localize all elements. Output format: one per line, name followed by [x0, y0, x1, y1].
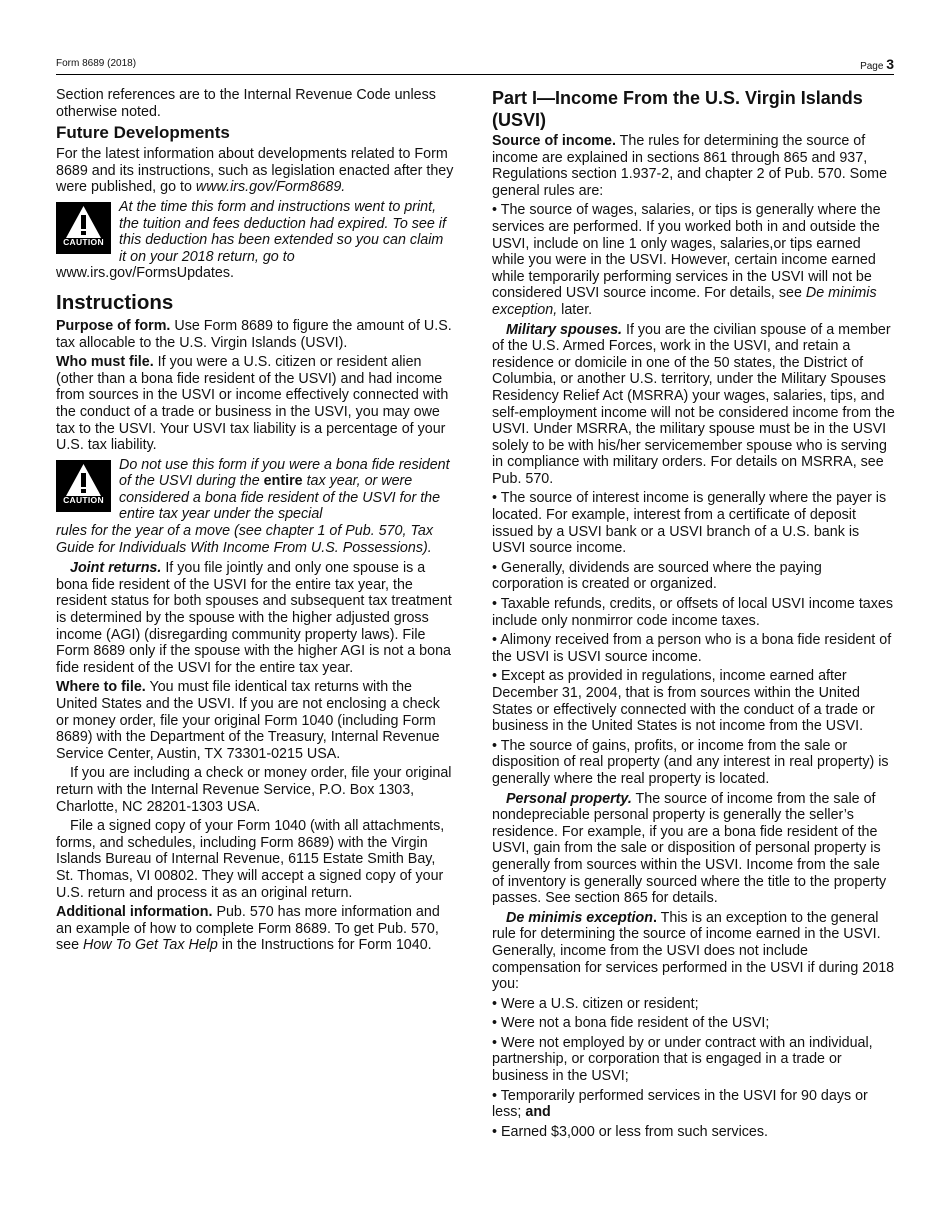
instructions-heading: Instructions — [56, 290, 174, 314]
de-minimis-paragraph: De minimis exception. This is an exception to the general rule for determining the source of income earned in the USVI. Generally, income from the USVI does not include compensation for services performed in the USVI if during 2018 you: — [492, 909, 895, 993]
left-column — [56, 87, 454, 957]
caution-2-continued: rules for the year of a move (see chapter 1 of Pub. 570, Tax Guide for Individuals With Income From U.S. Possessions). — [56, 523, 433, 556]
signed-copy-paragraph: File a signed copy of your Form 1040 (with all attachments, forms, and schedules, including Form 8689) with the Virgin Islands Bureau of Internal Revenue, 6115 Estate Smith Bay, St. Thomas, VI 00802. They will accept a signed copy of your U.S. return and process it as an original return. — [56, 818, 445, 901]
list-item: • Temporarily performed services in the USVI for 90 days or less; and — [492, 1087, 868, 1121]
future-developments-text: For the latest information about developments related to Form 8689 and its instructions, such as legislation enacted after they were published, go to www.irs.gov/Form8689. — [56, 146, 454, 196]
caution-1-text: At the time this form and instructions went to print, the tuition and fees deduction had expired. To see if this deduction has been extended so you can claim it on your 2018 return, go to — [119, 198, 446, 265]
form8689-link[interactable]: www.irs.gov/Form8689. — [195, 179, 346, 196]
list-item: • Except as provided in regulations, income earned after December 31, 2004, that is from sources within the United States or effectively connected with the conduct of a trade or business in the United States is not income from the USVI. — [492, 668, 875, 735]
part-i-heading: Part I—Income From the U.S. Virgin Islands (USVI) — [492, 88, 863, 130]
personal-property-paragraph: Personal property. The source of income from the sale of nondepreciable personal property is generally the seller’s residence. For example, if you are a bona fide resident of the USVI, gain from the sale or disposition of personal property is generally from sources within the USVI. Income from the sale of inventory is generally sourced where the title to the property passes. See section 865 for details. — [492, 790, 887, 907]
who-must-file-paragraph: Who must file. If you were a U.S. citizen or resident alien (other than a bona fide resident of the USVI) and had income from sources in the USVI or income effectively connected with the conduct of a trade or business in the USVI, you may owe tax to the USVI. Your USVI tax liability is a percentage of your U.S. tax liability. — [56, 354, 449, 454]
future-developments-heading: Future Developments — [56, 123, 230, 143]
additional-info-paragraph: Additional information. Pub. 570 has more information and an example of how to complete Form 8689. To get Pub. 570, see How To Get Tax Help in the Instructions for Form 1040. — [56, 904, 440, 954]
list-item: • Taxable refunds, credits, or offsets of local USVI income taxes include only nonmirror code income taxes. — [492, 596, 894, 629]
list-item: • Alimony received from a person who is a bona fide resident of the USVI is USVI source income. — [492, 632, 892, 665]
list-item: • Were not a bona fide resident of the USVI; — [492, 1015, 770, 1032]
joint-returns-paragraph: Joint returns. If you file jointly and only one spouse is a bona fide resident of the USVI for the entire tax year, the resident status for both spouses and subsequent tax treatment is determined by the spouse with the higher adjusted gross income (AGI) (disregarding community property laws). File Form 8689 only if the spouse with the higher AGI is not a bona fide resident of the USVI for the entire tax year. — [56, 560, 452, 676]
form-id: Form 8689 (2018) — [56, 58, 137, 69]
caution-2-text: Do not use this form if you were a bona fide resident of the USVI during the entire tax year, or were considered a bona fide resident of the USVI for the entire tax year under the special — [119, 456, 450, 523]
where-to-file-paragraph: Where to file. You must file identical tax returns with the United States and the USVI. If you are not enclosing a check or money order, file your original Form 1040 (including Form 8689) with the Department of the Treasury, Internal Revenue Service Center, Austin, TX 73301-0215 USA. — [56, 679, 440, 762]
caution-box-1 — [56, 199, 454, 265]
list-item: • The source of interest income is generally where the payer is located. For example, interest from a certificate of deposit issued by a USVI bank or a USVI branch of a U.S. bank is USVI source income. — [492, 490, 887, 557]
intro-paragraph: Section references are to the Internal Revenue Code unless otherwise noted. — [56, 87, 436, 120]
list-item: • Were a U.S. citizen or resident; — [492, 995, 699, 1012]
list-item: • Generally, dividends are sourced where the paying corporation is created or organized. — [492, 559, 822, 593]
list-item: • Were not employed by or under contract with an individual, partnership, or corporation that is engaged in a trade or business in the USVI; — [492, 1034, 873, 1085]
purpose-paragraph: Purpose of form. Use Form 8689 to figure the amount of U.S. tax allocable to the U.S. Virgin Islands (USVI). — [56, 317, 452, 351]
page-number: Page 3 — [860, 56, 894, 72]
caution-1-link-line: www.irs.gov/FormsUpdates. — [56, 265, 234, 282]
forms-updates-link[interactable]: www.irs.gov/FormsUpdates — [56, 265, 230, 282]
right-column — [492, 87, 895, 1143]
source-of-income-paragraph: Source of income. The rules for determining the source of income are explained in sections 861 through 865 and 937, Regulations section 1.937-2, and chapter 2 of Pub. 570. Some general rules are: — [492, 133, 888, 199]
military-spouses-paragraph: Military spouses. If you are the civilian spouse of a member of the U.S. Armed Forces, work in the USVI, and retain a residence or domicile in one of the 50 states, the District of Columbia, or another U.S. territory, under the Military Spouses Residency Relief Act (MSRRA) your wages, salaries, tips, and self-employment income will not be considered income from the USVI. Under MSRRA, the military spouse must be in the USVI solely to be with his/her servicemember spouse who is serving in compliance with military orders. For details on MSRRA, see Pub. 570. — [492, 321, 895, 487]
caution-icon: CAUTION — [56, 202, 111, 254]
caution-icon: CAUTION — [56, 460, 111, 512]
wages-bullet: • The source of wages, salaries, or tips is generally where the services are performed. If you worked both in and outside the USVI, include on line 1 only wages, salaries,or tips earned while you were in the USVI. However, certain income earned while temporarily performing services in the USVI will not be considered USVI source income. For details, see De minimis exception, later. — [492, 202, 881, 318]
list-item: • Earned $3,000 or less from such services. — [492, 1123, 768, 1140]
list-item: • The source of gains, profits, or income from the sale or disposition of real property (and any interest in real property) is generally where the real property is located. — [492, 737, 889, 787]
caution-box-2 — [56, 457, 454, 523]
page-header — [56, 56, 894, 75]
check-money-order-paragraph: If you are including a check or money order, file your original return with the Internal Revenue Service, P.O. Box 1303, Charlotte, NC 28201-1303 USA. — [56, 765, 452, 815]
